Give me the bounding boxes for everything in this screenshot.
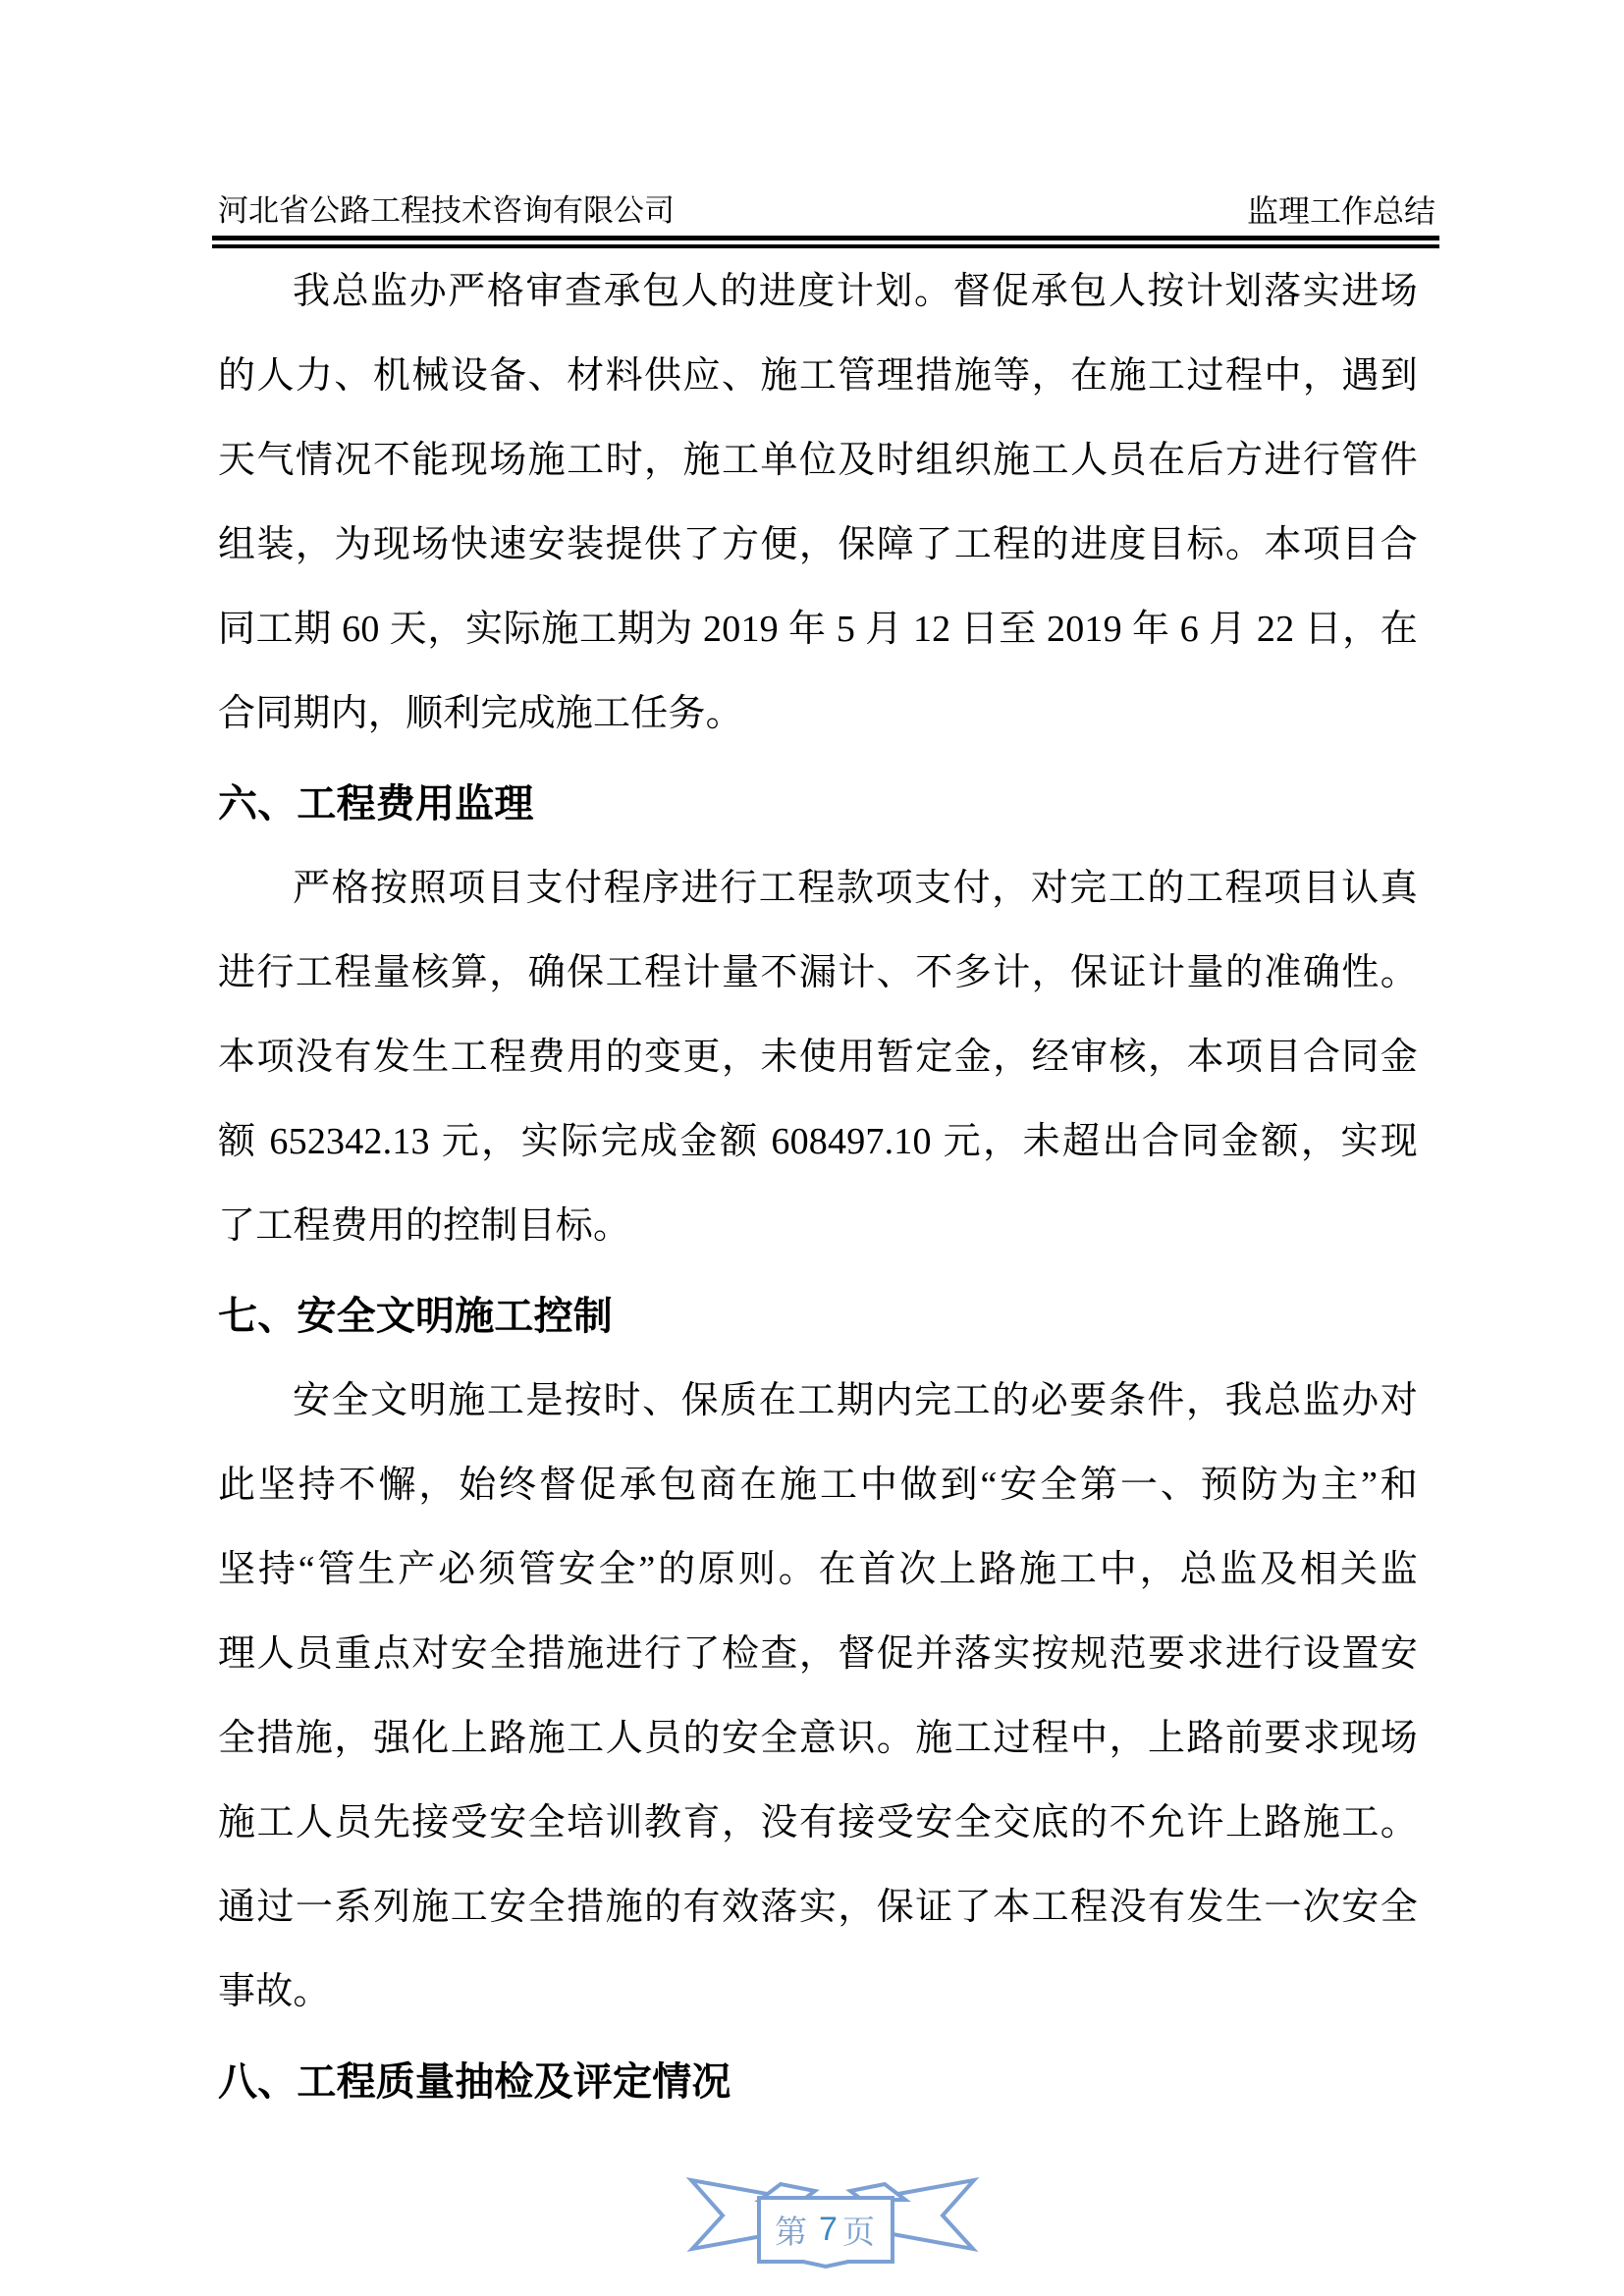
page-number (759, 2199, 893, 2260)
company-name: 河北省公路工程技术咨询有限公司 (218, 193, 675, 228)
text-line: 施工人员先接受安全培训教育，没有接受安全交底的不允许上路施工。 (218, 1802, 1418, 1843)
text-line: 此坚持不懈，始终督促承包商在施工中做到“安全第一、预防为主”和 (218, 1465, 1418, 1506)
text-line: 同工期 60 天，实际施工期为 2019 年 5 月 12 日至 2019 年 6 月 22 日，在 (218, 609, 1418, 650)
text-line: 了工程费用的控制目标。 (218, 1205, 631, 1247)
text-line: 的人力、机械设备、材料供应、施工管理措施等，在施工过程中，遇到 (218, 355, 1418, 397)
text-line: 天气情况不能现场施工时，施工单位及时组织施工人员在后方进行管件 (218, 440, 1418, 481)
page-header (218, 187, 1435, 236)
text-line: 进行工程量核算，确保工程计量不漏计、不多计，保证计量的准确性。 (218, 952, 1418, 993)
text-line: 事故。 (218, 1971, 331, 2012)
page-number-suffix: 页 (841, 2215, 877, 2251)
text-line: 额 652342.13 元，实际完成金额 608497.10 元，未超出合同金额，实现 (218, 1121, 1418, 1162)
document-title: 监理工作总结 (1246, 193, 1435, 229)
page-number-value: 7 (819, 2210, 839, 2248)
text-line: 全措施，强化上路施工人员的安全意识。施工过程中，上路前要求现场 (218, 1718, 1418, 1759)
paragraph-safety-control (218, 1359, 1418, 2034)
header-divider (212, 236, 1439, 248)
section-heading-6: 六、工程费用监理 (218, 781, 534, 826)
section-heading-8: 八、工程质量抽检及评定情况 (218, 2059, 731, 2104)
text-line: 通过一系列施工安全措施的有效落实，保证了本工程没有发生一次安全 (218, 1887, 1418, 1928)
page-number-prefix: 第 (775, 2215, 810, 2251)
text-line: 安全文明施工是按时、保质在工期内完工的必要条件，我总监办对 (293, 1380, 1418, 1421)
text-line: 本项没有发生工程费用的变更，未使用暂定金，经审核，本项目合同金 (218, 1037, 1418, 1078)
text-line: 坚持“管生产必须管安全”的原则。在首次上路施工中，总监及相关监 (218, 1549, 1418, 1590)
page-footer (685, 2171, 980, 2269)
text-line: 我总监办严格审查承包人的进度计划。督促承包人按计划落实进场 (293, 271, 1418, 312)
text-line: 严格按照项目支付程序进行工程款项支付，对完工的工程项目认真 (293, 868, 1418, 909)
paragraph-schedule (218, 249, 1418, 756)
document-body (218, 249, 1418, 2124)
text-line: 合同期内，顺利完成施工任务。 (218, 693, 743, 734)
paragraph-cost-supervision (218, 846, 1418, 1268)
text-line: 理人员重点对安全措施进行了检查，督促并落实按规范要求进行设置安 (218, 1633, 1418, 1675)
text-line: 组装，为现场快速安装提供了方便，保障了工程的进度目标。本项目合 (218, 524, 1418, 565)
section-heading-7: 七、安全文明施工控制 (218, 1294, 613, 1338)
